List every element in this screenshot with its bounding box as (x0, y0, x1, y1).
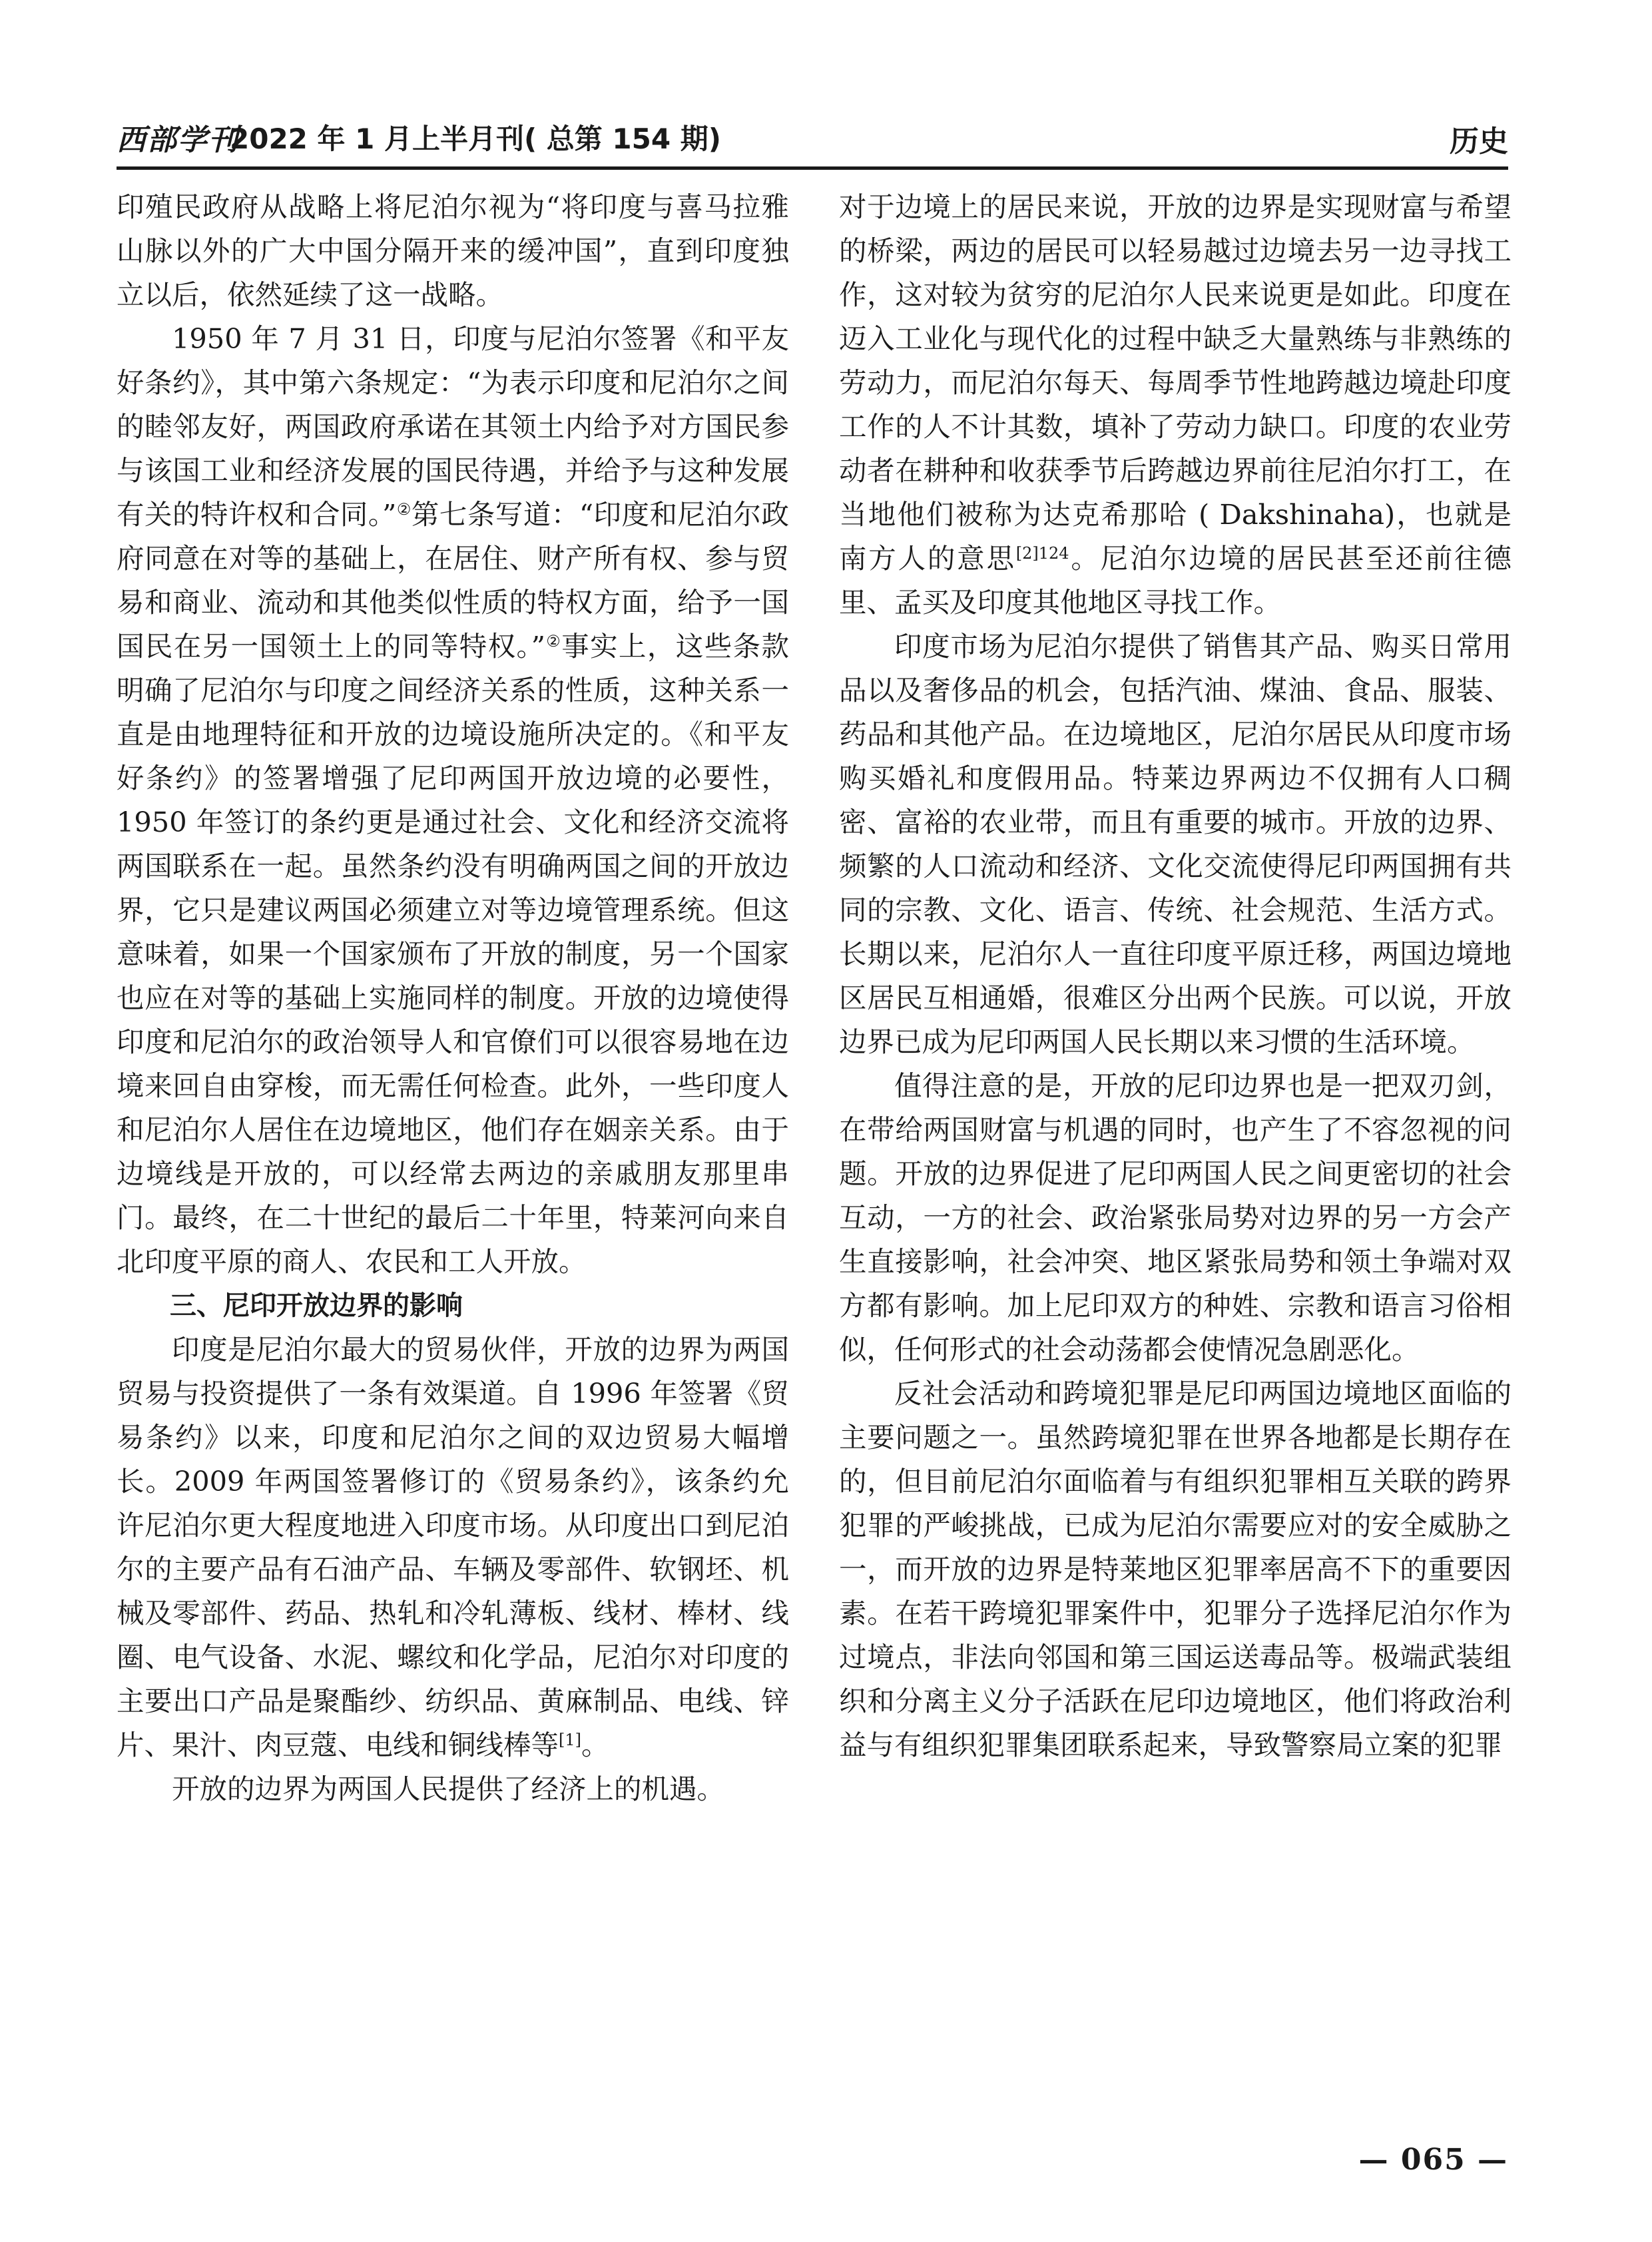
section-label: 历史 (1450, 125, 1508, 158)
paragraph: 值得注意的是，开放的尼印边界也是一把双刃剑，在带给两国财富与机遇的同时，也产生了不容忽视的问题。开放的边界促进了尼印两国人民之间更密切的社会互动，一方的社会、政治紧张局势对边界的另一方会产生直接影响，社会冲突、地区紧张局势和领土争端对双方都有影响。加上尼印双方的种姓、宗教和语言习俗相似，任何形式的社会动荡都会使情况急剧恶化。 (839, 1069, 1512, 1366)
paragraph: 开放的边界为两国人民提供了经济上的机遇。 (172, 1773, 725, 1805)
footnote-marker: ② (396, 500, 412, 519)
left-column (117, 185, 789, 1811)
paragraph: 反社会活动和跨境犯罪是尼印两国边境地区面临的主要问题之一。虽然跨境犯罪在世界各地都是长期存在的，但目前尼泊尔面临着与有组织犯罪相互关联的跨界犯罪的严峻挑战，已成为尼泊尔需要应对的安全威胁之一，而开放的边界是特莱地区犯罪率居高不下的重要因素。在若干跨境犯罪案件中，犯罪分子选择尼泊尔作为过境点，非法向邻国和第三国运送毒品等。极端武装组织和分离主义分子活跃在尼印边境地区，他们将政治利益与有组织犯罪集团联系起来，导致警察局立案的犯罪 (839, 1377, 1512, 1761)
citation-marker: [2]124 (1015, 544, 1069, 563)
paragraph: 对于边境上的居民来说，开放的边界是实现财富与希望的桥梁，两边的居民可以轻易越过边境去另一边寻找工作，这对较为贫穷的尼泊尔人民来说更是如此。印度在迈入工业化与现代化的过程中缺乏大量熟练与非熟练的劳动力，而尼泊尔每天、每周季节性地跨越边境赴印度工作的人不计其数，填补了劳动力缺口。印度的农业劳动者在耕种和收获季节后跨越边界前往尼泊尔打工，在当地他们被称为达克希那哈 ( Dakshinaha)，也就是南方人的意思$^{[2]124}$。尼泊尔边境的居民甚至还前往德里、孟买及印度其他地区寻找工作。 (839, 190, 1512, 619)
running-header (117, 112, 1508, 165)
section-heading: 三、尼印开放边界的影响 (170, 1290, 463, 1321)
paragraph: 印度市场为尼泊尔提供了销售其产品、购买日常用品以及奢侈品的机会，包括汽油、煤油、食品、服装、药品和其他产品。在边境地区，尼泊尔居民从印度市场购买婚礼和度假用品。特莱边界两边不仅拥有人口稠密、富裕的农业带，而且有重要的城市。开放的边界、频繁的人口流动和经济、文化交流使得尼印两国拥有共同的宗教、文化、语言、传统、社会规范、生活方式。长期以来，尼泊尔人一直往印度平原迁移，两国边境地区居民互相通婚，很难区分出两个民族。可以说，开放边界已成为尼印两国人民长期以来习惯的生活环境。 (839, 630, 1512, 1058)
header-rule (117, 166, 1508, 170)
paragraph: 印度是尼泊尔最大的贸易伙伴，开放的边界为两国贸易与投资提供了一条有效渠道。自 1996 年签署《贸易条约》以来，印度和尼泊尔之间的双边贸易大幅增长。2009 年两国签署修订的《贸易条约》，该条约允许尼泊尔更大程度地进入印度市场。从印度出口到尼泊尔的主要产品有石油产品、车辆及零部件、软钢坯、机械及零部件、药品、热轧和冷轧薄板、线材、棒材、线圈、电气设备、水泥、螺纹和化学品，尼泊尔对印度的主要出口产品是聚酯纱、纺织品、黄麻制品、电线、锌片、果汁、肉豆蔻、电线和铜线棒等[1]。 (117, 1333, 789, 1761)
paragraph: 印殖民政府从战略上将尼泊尔视为“将印度与喜马拉雅山脉以外的广大中国分隔开来的缓冲国”，直到印度独立以后，依然延续了这一战略。 (117, 190, 789, 311)
citation-marker: [1] (559, 1731, 582, 1749)
journal-logo: 西部学刊 (117, 123, 239, 157)
page-number: — 065 — (1358, 2143, 1508, 2177)
footnote-marker: ② (545, 632, 562, 651)
issue-info: 2022 年 1 月上半月刊( 总第 154 期) (230, 123, 721, 155)
right-column (839, 185, 1512, 1767)
paragraph: 1950 年 7 月 31 日，印度与尼泊尔签署《和平友好条约》，其中第六条规定：“为表示印度和尼泊尔之间的睦邻友好，两国政府承诺在其领土内给予对方国民参与该国工业和经济发展的国民待遇，并给予与这种发展有关的特许权和合同。”②第七条写道：“印度和尼泊尔政府同意在对等的基础上，在居住、财产所有权、参与贸易和商业、流动和其他类似性质的特权方面，给予一国国民在另一国领土上的同等特权。”②事实上，这些条款明确了尼泊尔与印度之间经济关系的性质，这种关系一直是由地理特征和开放的边境设施所决定的。《和平友好条约》的签署增强了尼印两国开放边境的必要性，1950 年签订的条约更是通过社会、文化和经济交流将两国联系在一起。虽然条约没有明确两国之间的开放边界，它只是建议两国必须建立对等边境管理系统。但这意味着，如果一个国家颁布了开放的制度，另一个国家也应在对等的基础上实施同样的制度。开放的边境使得印度和尼泊尔的政治领导人和官僚们可以很容易地在边境来回自由穿梭，而无需任何检查。此外，一些印度人和尼泊尔人居住在边境地区，他们存在姻亲关系。由于边境线是开放的，可以经常去两边的亲戚朋友那里串门。最终，在二十世纪的最后二十年里，特莱河向来自北印度平原的商人、农民和工人开放。 (117, 322, 790, 1278)
